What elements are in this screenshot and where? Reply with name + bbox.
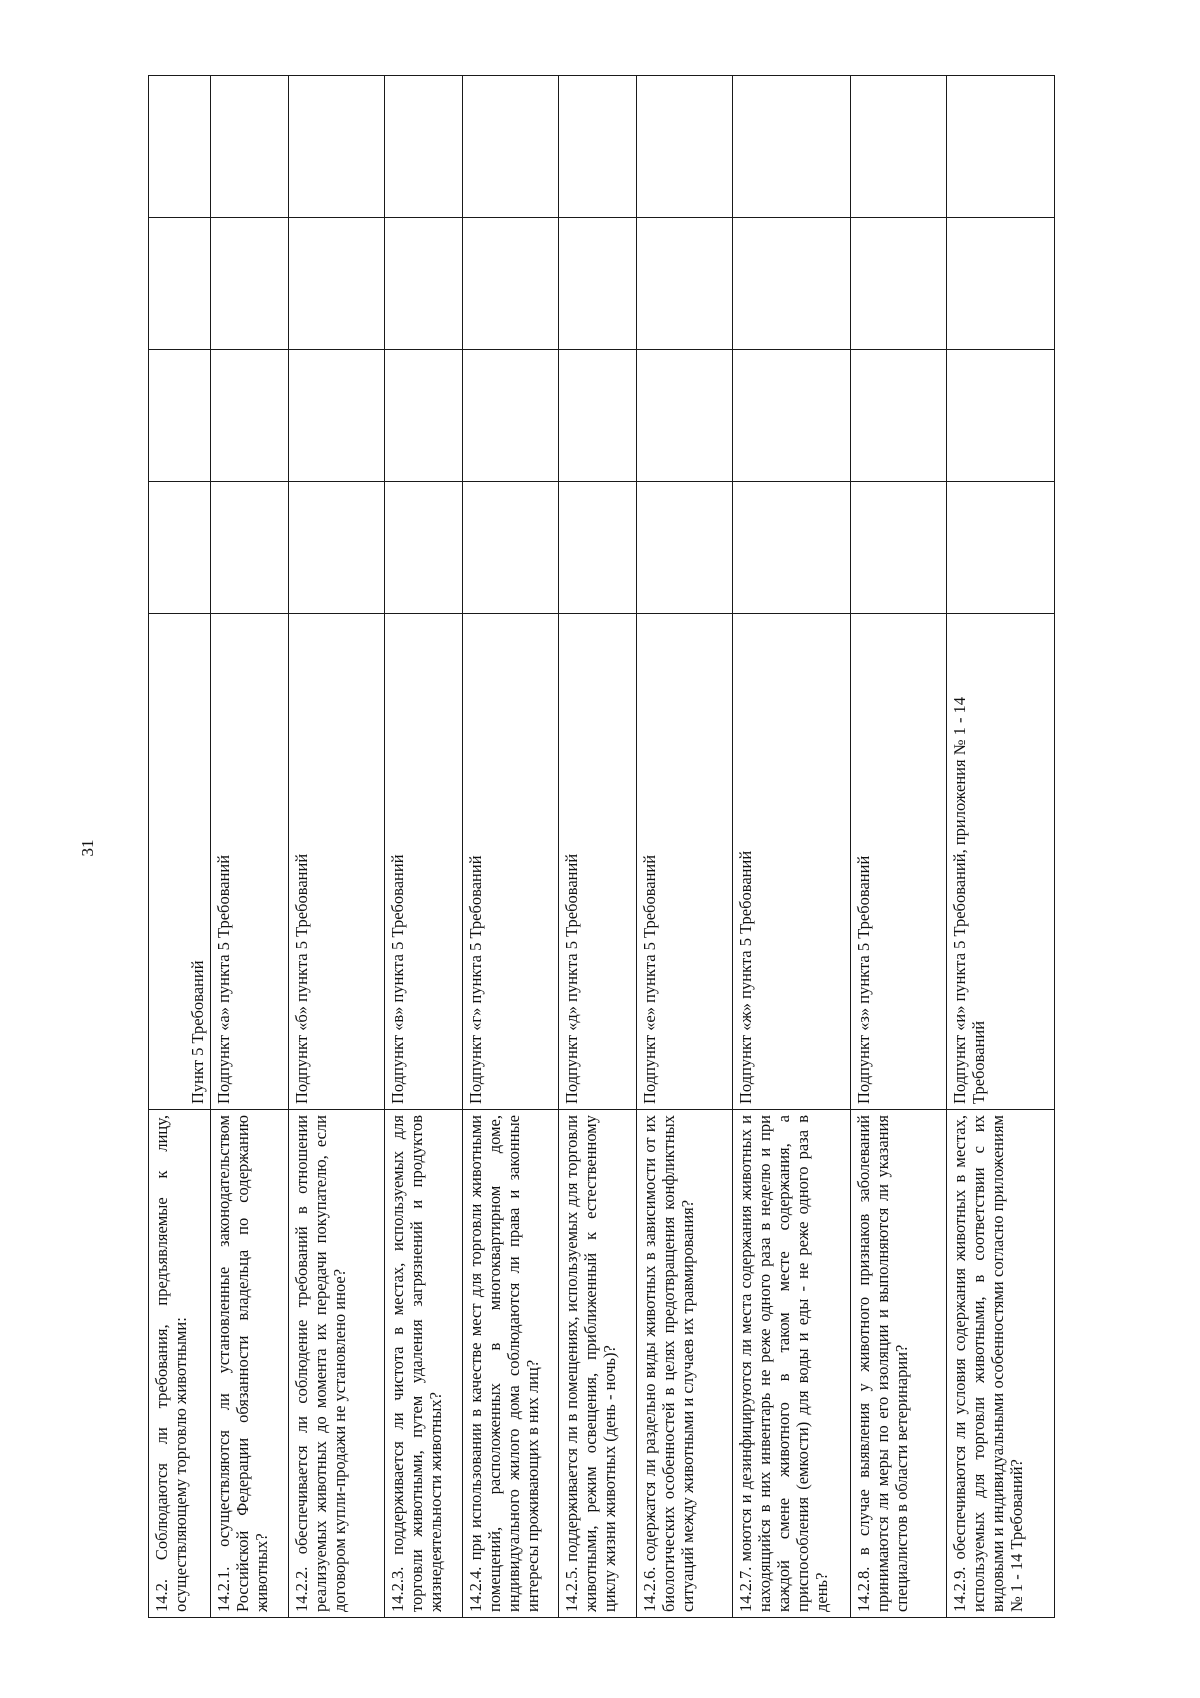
answer-cell-yes: [463, 482, 559, 614]
answer-cell-yes: [211, 482, 289, 614]
question-cell: 14.2. Соблюдаются ли требования, предъявляемые к лицу, осуществляющему торговлю животными:: [149, 1110, 211, 1618]
table-row: [463, 76, 559, 1618]
answer-cell-no: [211, 350, 289, 482]
answer-cell-note: [211, 76, 289, 218]
answer-cell-note: [637, 76, 733, 218]
reference-cell: Подпункт «б» пункта 5 Требований: [289, 614, 385, 1110]
answer-cell-no: [947, 350, 1055, 482]
answer-cell-yes: [733, 482, 851, 614]
answer-cell-no: [289, 350, 385, 482]
answer-cell-no: [559, 350, 637, 482]
question-cell: 14.2.2. обеспечивается ли соблюдение требований в отношении реализуемых животных до момента их передачи покупателю, если договором купли-продажи не установлено иное?: [289, 1110, 385, 1618]
question-cell: 14.2.6. содержатся ли раздельно виды животных в зависимости от их биологических особенностей в целях предотвращения конфликтных ситуаций между животными и случаев их травмирования?: [637, 1110, 733, 1618]
answer-cell-no: [733, 350, 851, 482]
answer-cell-no: [385, 350, 463, 482]
answer-cell-na: [385, 218, 463, 350]
reference-cell: Пункт 5 Требований: [149, 614, 211, 1110]
table-row: [947, 76, 1055, 1618]
checklist-table-rotated: [148, 76, 1054, 1618]
reference-cell: Подпункт «д» пункта 5 Требований: [559, 614, 637, 1110]
table-row: [559, 76, 637, 1618]
table-row: [289, 76, 385, 1618]
answer-cell-no: [463, 350, 559, 482]
question-cell: 14.2.5. поддерживается ли в помещениях, используемых для торговли животными, режим освещения, приближенный к естественному циклу жизни животных (день - ночь)?: [559, 1110, 637, 1618]
answer-cell-na: [463, 218, 559, 350]
answer-cell-na: [947, 218, 1055, 350]
answer-cell-na: [851, 218, 947, 350]
reference-cell: Подпункт «г» пункта 5 Требований: [463, 614, 559, 1110]
answer-cell-no: [851, 350, 947, 482]
reference-cell: Подпункт «ж» пункта 5 Требований: [733, 614, 851, 1110]
question-cell: 14.2.9. обеспечиваются ли условия содержания животных в местах, используемых для торговли животными, в соответствии с их видовыми и индивидуальными особенностями согласно приложениям № 1 - 14 Требований?: [947, 1110, 1055, 1618]
answer-cell-note: [289, 76, 385, 218]
answer-cell-yes: [947, 482, 1055, 614]
answer-cell-na: [559, 218, 637, 350]
answer-cell-note: [559, 76, 637, 218]
table-row: [211, 76, 289, 1618]
question-cell: 14.2.3. поддерживается ли чистота в местах, используемых для торговли животными, путем удаления загрязнений и продуктов жизнедеятельности животных?: [385, 1110, 463, 1618]
answer-cell-yes: [385, 482, 463, 614]
table-row: [149, 76, 211, 1618]
reference-cell: Подпункт «и» пункта 5 Требований, приложения № 1 - 14 Требований: [947, 614, 1055, 1110]
page-number: 31: [78, 839, 97, 857]
question-cell: 14.2.7. моются и дезинфицируются ли места содержания животных и находящийся в них инвентарь не реже одного раза в неделю и при каждой смене животного в таком месте содержания, а приспособления (емкости) для воды и еды - не реже одного раза в день?: [733, 1110, 851, 1618]
table-row: [733, 76, 851, 1618]
table-row: [851, 76, 947, 1618]
answer-cell-no: [149, 350, 211, 482]
answer-cell-note: [733, 76, 851, 218]
answer-cell-yes: [559, 482, 637, 614]
question-cell: 14.2.8. в случае выявления у животного признаков заболеваний принимаются ли меры по его изоляции и выполняются ли указания специалистов в области ветеринарии?: [851, 1110, 947, 1618]
answer-cell-yes: [149, 482, 211, 614]
table-row: [385, 76, 463, 1618]
reference-cell: Подпункт «з» пункта 5 Требований: [851, 614, 947, 1110]
answer-cell-note: [149, 76, 211, 218]
answer-cell-na: [733, 218, 851, 350]
answer-cell-no: [637, 350, 733, 482]
checklist-table: [148, 75, 1055, 1618]
reference-cell: Подпункт «е» пункта 5 Требований: [637, 614, 733, 1110]
answer-cell-na: [637, 218, 733, 350]
question-cell: 14.2.1. осуществляются ли установленные законодательством Российской Федерации обязанности владельца по содержанию животных?: [211, 1110, 289, 1618]
answer-cell-note: [947, 76, 1055, 218]
answer-cell-yes: [289, 482, 385, 614]
answer-cell-note: [851, 76, 947, 218]
answer-cell-note: [385, 76, 463, 218]
table-row: [637, 76, 733, 1618]
answer-cell-yes: [851, 482, 947, 614]
answer-cell-na: [289, 218, 385, 350]
question-cell: 14.2.4. при использовании в качестве мест для торговли животными помещений, расположенных в многоквартирном доме, индивидуального жилого дома соблюдаются ли права и законные интересы проживающих в них лиц?: [463, 1110, 559, 1618]
answer-cell-na: [211, 218, 289, 350]
answer-cell-yes: [637, 482, 733, 614]
answer-cell-note: [463, 76, 559, 218]
reference-cell: Подпункт «в» пункта 5 Требований: [385, 614, 463, 1110]
reference-cell: Подпункт «а» пункта 5 Требований: [211, 614, 289, 1110]
answer-cell-na: [149, 218, 211, 350]
